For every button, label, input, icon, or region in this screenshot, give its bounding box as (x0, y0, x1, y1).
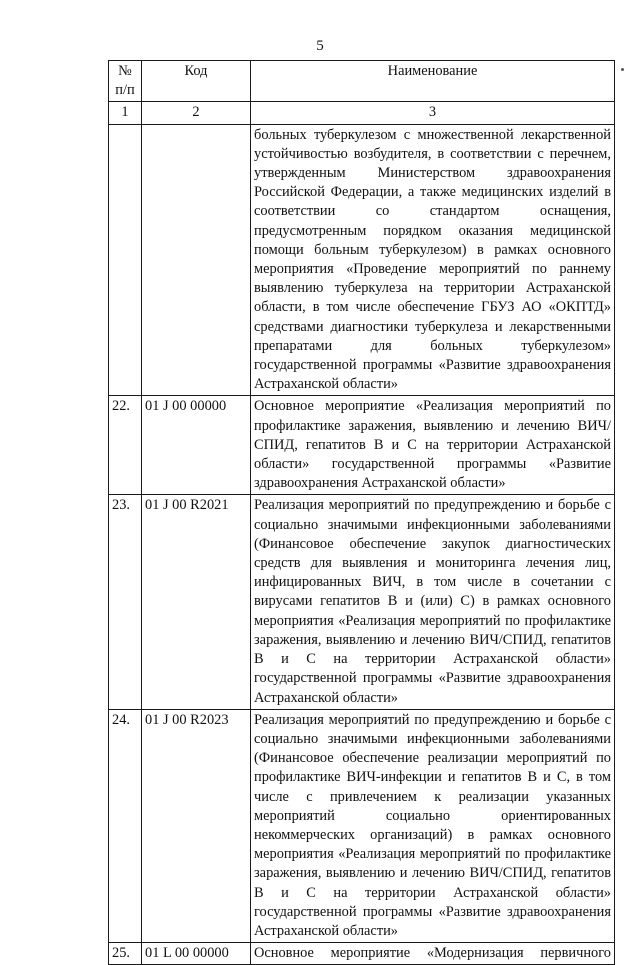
col-index-3: 3 (251, 102, 615, 124)
row-num (109, 124, 142, 396)
table-row-continuation (109, 124, 615, 396)
table-row (109, 943, 615, 965)
column-index-row (109, 102, 615, 124)
table-row (109, 396, 615, 495)
header-name: Наименование (251, 61, 615, 102)
col-index-2: 2 (142, 102, 251, 124)
row-num: 23. (109, 495, 142, 709)
row-num: 22. (109, 396, 142, 495)
row-name: Реализация мероприятий по предупреждению и борьбе с социально значимыми инфекционными заболеваниями (Финансовое обеспечение реализации мероприятий по профилактике ВИЧ-инфекции и гепатитов В и С, в том числе с привлечением к реализации указанных мероприятий социально ориентированных некоммерческих организаций) в рамках основного мероприятия «Реализация мероприятий по профилактике заражения, выявлению и лечению ВИЧ/СПИД, гепатитов В и С на территории Астраханской области» государственной программы «Развитие здравоохранения Астраханской области» (251, 709, 615, 942)
row-code: 01 J 00 00000 (142, 396, 251, 495)
row-code: 01 L 00 00000 (142, 943, 251, 965)
row-num: 24. (109, 709, 142, 942)
row-code (142, 124, 251, 396)
row-num: 25. (109, 943, 142, 965)
table-row (109, 495, 615, 709)
header-num: № п/п (109, 61, 142, 102)
row-name: Основное мероприятие «Реализация мероприятий по профилактике заражения, выявлению и лечению ВИЧ/СПИД, гепатитов В и С на территории Астраханской области» государственной программы «Развитие здравоохранения Астраханской области» (251, 396, 615, 495)
table-header-row (109, 61, 615, 102)
col-index-1: 1 (109, 102, 142, 124)
scan-artifact-dot (621, 68, 624, 71)
table-row (109, 709, 615, 942)
row-name: Реализация мероприятий по предупреждению и борьбе с социально значимыми инфекционными заболеваниями (Финансовое обеспечение закупок диагностических средств для выявления и мониторинга лечения лиц, инфицированных ВИЧ, в том числе в сочетании с вирусами гепатитов В и (или) С) в рамках основного мероприятия «Реализация мероприятий по профилактике заражения, выявлению и лечению ВИЧ/СПИД, гепатитов В и С на территории Астраханской области» государственной программы «Развитие здравоохранения Астраханской области» (251, 495, 615, 709)
row-code: 01 J 00 R2023 (142, 709, 251, 942)
row-code: 01 J 00 R2021 (142, 495, 251, 709)
row-name: Основное мероприятие «Модернизация первичного (251, 943, 615, 965)
row-name: больных туберкулезом с множественной лекарственной устойчивостью возбудителя, в соответствии с перечнем, утвержденным Министерством здравоохранения Российской Федерации, а также медицинских изделий в соответствии со стандартом оснащения, предусмотренным порядком оказания медицинской помощи больным туберкулезом) в рамках основного мероприятия «Проведение мероприятий по раннему выявлению туберкулеза на территории Астраханской области, в том числе обеспечение ГБУЗ АО «ОКПТД» средствами диагностики туберкулеза и лекарственными препаратами для больных туберкулезом» государственной программы «Развитие здравоохранения Астраханской области» (251, 124, 615, 396)
header-code: Код (142, 61, 251, 102)
page-number: 5 (316, 38, 324, 54)
budget-code-table (108, 60, 615, 965)
